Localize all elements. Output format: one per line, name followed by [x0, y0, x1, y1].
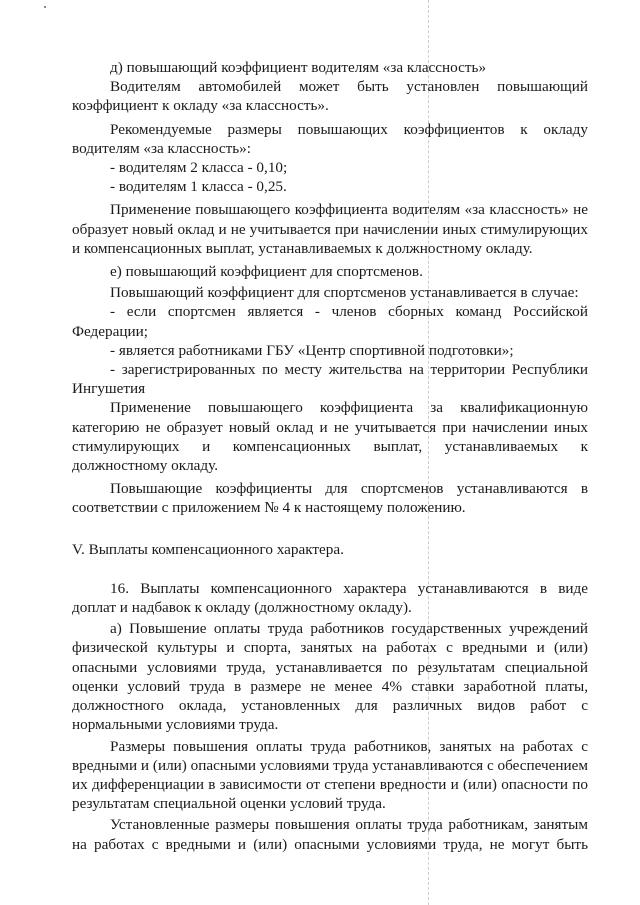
- section-e-p2-line4: должностному окладу.: [72, 457, 218, 475]
- clause-c-line2: на работах с вредными и (или) опасными условиями труда, не могут быть: [72, 835, 588, 853]
- clause-b-line4: результатам специальной оценки условий труда.: [72, 795, 386, 813]
- section-d-p2-line2: водителям «за классность»:: [72, 139, 251, 157]
- clause-b-line1: Размеры повышения оплаты труда работников, занятых на работах с: [110, 737, 588, 755]
- clause-16-line2: доплат и надбавок к окладу (должностному окладу).: [72, 599, 412, 617]
- section-e-p2-line2: категорию не образует новый оклад и не учитывается при начислении иных: [72, 418, 588, 436]
- list-item: - является работниками ГБУ «Центр спортивной подготовки»;: [110, 341, 514, 359]
- section-e-p2-line1: Применение повышающего коэффициента за квалификационную: [110, 399, 588, 417]
- clause-16-line1: 16. Выплаты компенсационного характера устанавливаются в виде: [110, 579, 588, 597]
- section-d-title: д) повышающий коэффициент водителям «за классность»: [110, 59, 487, 76]
- section-d-p2-line1: Рекомендуемые размеры повышающих коэффициентов к окладу: [110, 120, 588, 138]
- section-d-p1-line1: Водителям автомобилей может быть установлен повышающий: [110, 78, 588, 96]
- section-e-p1: Повышающий коэффициент для спортсменов устанавливается в случае:: [110, 284, 579, 302]
- list-item-continuation: Федерации;: [72, 322, 148, 340]
- clause-a-line1: а) Повышение оплаты труда работников государственных учреждений: [110, 620, 588, 638]
- section-e-p2-line3: стимулирующих и компенсационных выплат, устанавливаемых к: [72, 437, 588, 455]
- clause-b-line3: их дифференциации в зависимости от степени вредности и (или) опасности по: [72, 775, 588, 793]
- clause-a-line5: должностного оклада, установленных для различных видов работ с: [72, 697, 588, 715]
- section-heading: V. Выплаты компенсационного характера.: [72, 540, 344, 558]
- section-e-title: е) повышающий коэффициент для спортсменов.: [110, 263, 423, 281]
- clause-c-line1: Установленные размеры повышения оплаты труда работникам, занятым: [110, 816, 588, 834]
- clause-a-line2: физической культуры и спорта, занятых на работах с вредными и (или): [72, 639, 588, 657]
- clause-a-line3: опасными условиями труда, устанавливается по результатам специальной: [72, 658, 588, 676]
- section-d-p3-line1: Применение повышающего коэффициента водителям «за классность» не: [110, 201, 588, 219]
- list-item: - водителям 1 класса - 0,25.: [110, 178, 287, 196]
- list-item: - зарегистрированных по месту жительства на территории Республики: [110, 361, 588, 379]
- clause-a-line4: оценки условий труда в размере не менее 4% ставки заработной платы,: [72, 677, 588, 695]
- list-item: - водителям 2 класса - 0,10;: [110, 159, 288, 177]
- list-item-continuation: Ингушетия: [72, 380, 146, 398]
- section-d-p3-line2: образует новый оклад и не учитывается при начислении иных стимулирующих: [72, 220, 588, 238]
- section-d-p3-line3: и компенсационных выплат, устанавливаемых к должностному окладу.: [72, 239, 533, 257]
- scan-speck: [44, 6, 46, 8]
- section-d-p1-line2: коэффициент к окладу «за классность».: [72, 97, 329, 115]
- clause-a-line6: нормальными условиями труда.: [72, 716, 279, 734]
- section-e-p3-line1: Повышающие коэффициенты для спортсменов устанавливаются в: [110, 480, 588, 498]
- document-body: [72, 58, 588, 854]
- section-e-p3-line2: соответствии с приложением № 4 к настоящему положению.: [72, 499, 466, 517]
- list-item: - если спортсмен является - членов сборных команд Российской: [110, 303, 588, 321]
- clause-b-line2: вредными и (или) опасными условиями труда устанавливаются с обеспечением: [72, 756, 588, 774]
